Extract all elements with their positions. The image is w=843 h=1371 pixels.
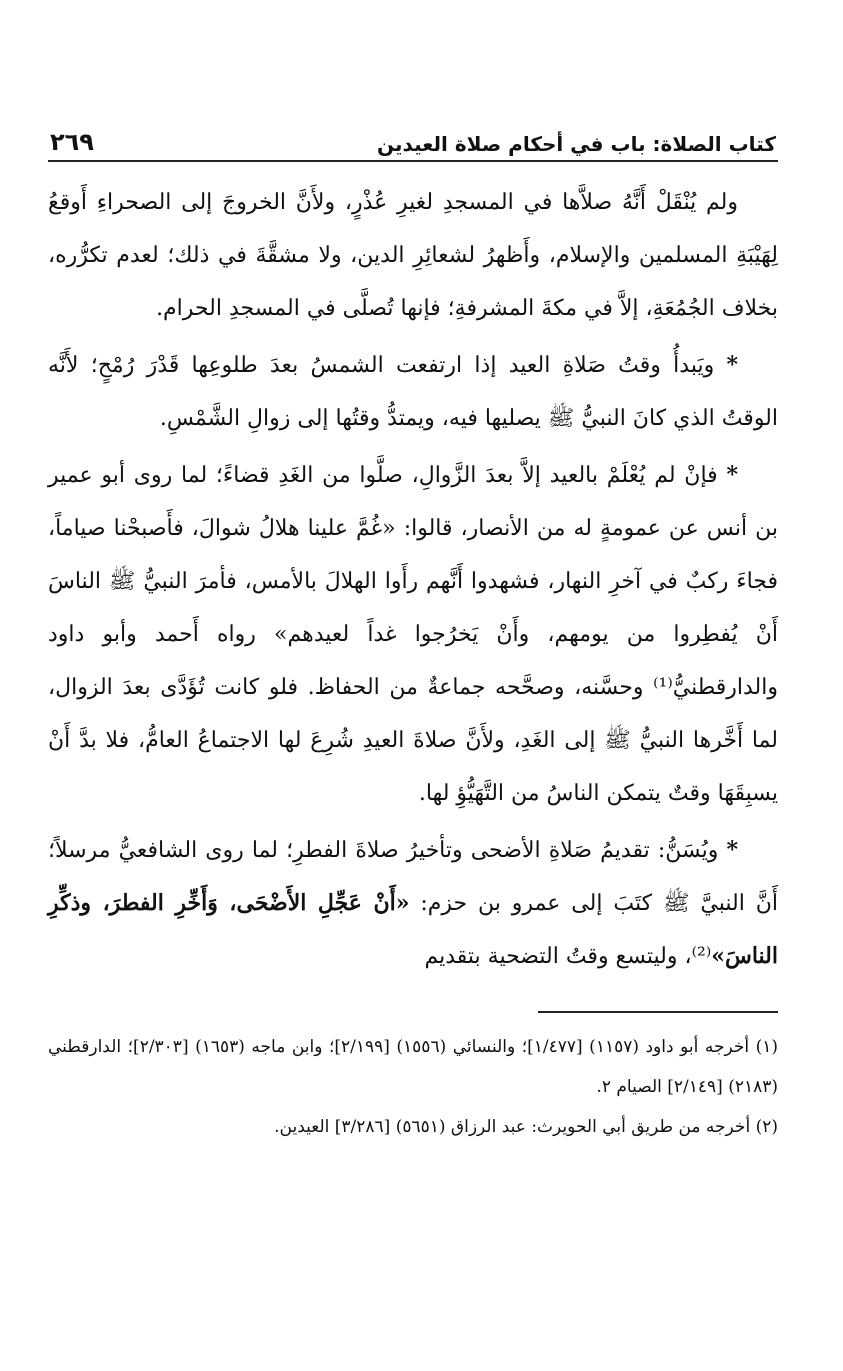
running-head: كتاب الصلاة: باب في أحكام صلاة العيدين [377,132,776,156]
footnotes [48,1027,778,1147]
footnote-divider [538,1011,778,1013]
paragraph-text: ويَبدأُ وقتُ صَلاةِ العيد إذا ارتفعت الشمسُ بعدَ طلوعِها قَدْرَ رُمْحٍ؛ لأَنَّه الوقتُ الذي كانَ النبيُّ ﷺ يصليها فيه، ويمتدُّ وقتُها إلى زوالِ الشَّمْسِ. [48,353,778,431]
star-marker: * [726,352,738,378]
paragraph [48,176,778,335]
star-marker: * [726,837,738,863]
paragraph-text: فإنْ لم يُعْلَمْ بالعيد إلاَّ بعدَ الزَّوالِ، صلَّوا من الغَدِ قضاءً؛ لما روى أبو عمير بن أنس عن عمومةٍ له من الأنصار، قالوا: «غُمَّ علينا هلالُ شوالَ، فأَصبحْنا صياماً، فجاءَ ركبٌ في آخرِ النهار، فشهدوا أَنَّهم رأَوا الهلالَ بالأمس، فأمرَ النبيُّ ﷺ الناسَ أَنْ يُفطِروا من يومهم، وأَنْ يَخرُجوا غداً لعيدهم» رواه أَحمد وأبو داود والدارقطنيُّ⁽¹⁾ وحسَّنه، وصحَّحه جماعةٌ من الحفاظ. فلو كانت تُؤَدَّى بعدَ الزوال، لما أَخَّرها النبيُّ ﷺ إلى الغَدِ، ولأَنَّ صلاةَ العيدِ شُرِعَ لها الاجتماعُ العامُّ، فلا بدَّ أَنْ يسبِقَهَا وقتٌ يتمكن الناسُ من التَّهَيُّؤِ لها. [48,463,778,806]
star-marker: * [726,462,738,488]
paragraph [48,824,778,983]
footnote-number: (١) [755,1037,778,1057]
footnote [48,1107,778,1147]
footnote [48,1027,778,1107]
paragraph [48,339,778,445]
page-number: ٢٦٩ [50,128,94,156]
paragraph-text: ⁽²⁾، وليتسع وقتُ التضحية بتقديم [424,944,712,969]
page-header [48,118,778,162]
footnote-text: أخرجه من طريق أبي الحويرث: عبد الرزاق (٥٦٥١) [٣/٢٨٦] العيدين. [274,1117,751,1137]
footnote-number: (٢) [755,1117,778,1137]
paragraph [48,449,778,820]
body-text [48,176,778,983]
footnote-text: أخرجه أبو داود (١١٥٧) [١/٤٧٧]؛ والنسائي (١٥٥٦) [٢/١٩٩]؛ وابن ماجه (١٦٥٣) [٢/٣٠٣]؛ الدارقطني (٢١٨٣) [٢/١٤٩] الصيام ٢. [48,1037,778,1097]
hadith-quote: «أَنْ عَجِّلِ الأَضْحَى، وَأَخِّرِ الفطرَ، وذكِّرِ الناسَ» [48,890,778,969]
book-page [48,118,778,1147]
paragraph-text: ويُسَنُّ: تقديمُ صَلاةِ الأضحى وتأخيرُ صلاةَ الفطرِ؛ لما روى الشافعيُّ مرسلاً؛ أَنَّ النبيَّ ﷺ كتَبَ إلى عمرو بن حزم: [48,838,778,916]
paragraph-text: ولم يُنْقَلْ أَنَّهُ صلاَّها في المسجدِ لغيرِ عُذْرٍ، ولأَنَّ الخروجَ إلى الصحراءِ أَوقعُ لِهَيْبَةِ المسلمين والإسلام، وأَظهرُ لشعائِرِ الدين، ولا مشقَّةَ في ذلك؛ لعدم تكرُّره، بخلاف الجُمُعَةِ، إلاَّ في مكةَ المشرفةِ؛ فإنها تُصلَّى في المسجدِ الحرام. [48,190,778,321]
